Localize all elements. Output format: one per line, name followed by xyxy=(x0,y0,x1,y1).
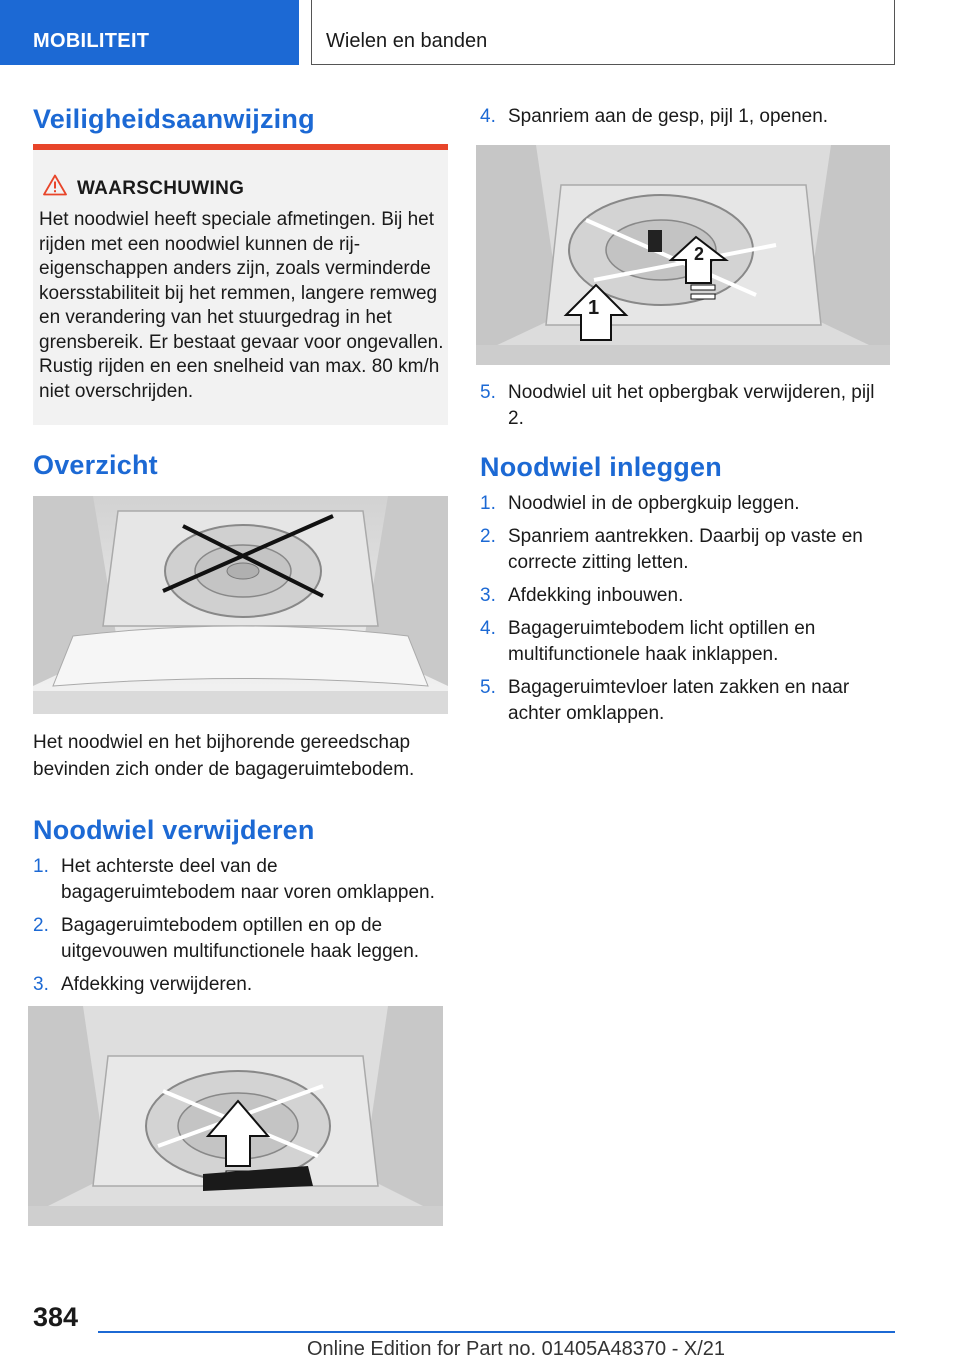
section-title: MOBILITEIT xyxy=(33,30,150,52)
warning-title: WAARSCHUWING xyxy=(77,178,245,199)
chapter-tab xyxy=(311,0,895,65)
footer-divider xyxy=(98,1331,895,1333)
list-item: 5. Bagageruimtevloer laten zakken en naar achter omklappen. xyxy=(480,677,850,724)
list-item: 5. Noodwiel uit het opbergbak verwijderen, pijl 2. xyxy=(480,382,875,429)
insert-heading: Noodwiel inleggen xyxy=(480,452,722,482)
arrow-1-label: 1 xyxy=(588,297,600,319)
warning-triangle-icon xyxy=(43,174,67,196)
list-item: 3. Afdekking verwijderen. xyxy=(33,974,253,995)
footer-edition: Online Edition for Part no. 01405A48370 - X/21 xyxy=(307,1338,726,1360)
overview-text: Het noodwiel en het bijhorende gereedschap bevinden zich onder de bagageruimtebodem. xyxy=(33,732,415,780)
page-number: 384 xyxy=(33,1302,79,1332)
list-item: 4. Spanriem aan de gesp, pijl 1, openen. xyxy=(480,106,829,127)
warning-text: Het noodwiel heeft speciale afmetingen. Bij het rijden met een noodwiel kunnen de rij-eigenschappen anders zijn, zoals verminderde koersstabiliteit bij het remmen, langere remweg en verandering van het stuurgedrag in het grensbereik. Er bestaat gevaar voor ongevallen. Rustig rijden en een snelheid van max. 80 km/h niet overschrijden. xyxy=(39,209,444,402)
overview-figure xyxy=(33,496,448,714)
section-tab xyxy=(0,0,299,65)
insert-steps-list xyxy=(480,491,895,734)
list-item: 2. Bagageruimtebodem optillen en op de uitgevouwen multifunctionele haak leggen. xyxy=(33,915,420,962)
remove-steps-list-a xyxy=(33,854,448,1005)
strap-buckle-figure xyxy=(476,145,890,365)
remove-steps-list-b1 xyxy=(480,104,895,137)
warning-box xyxy=(33,144,448,425)
list-item: 2. Spanriem aantrekken. Daarbij op vaste en correcte zitting letten. xyxy=(480,526,863,573)
chapter-title: Wielen en banden xyxy=(326,30,488,52)
list-item: 1. Het achterste deel van de bagageruimtebodem naar voren omklappen. xyxy=(33,856,435,903)
cover-removed-figure xyxy=(28,1006,443,1226)
remove-steps-list-b2 xyxy=(480,380,895,439)
safety-heading: Veiligheidsaanwijzing xyxy=(33,104,315,134)
list-item: 1. Noodwiel in de opbergkuip leggen. xyxy=(480,493,800,514)
overview-heading: Overzicht xyxy=(33,450,158,480)
remove-heading: Noodwiel verwijderen xyxy=(33,815,315,845)
list-item: 3. Afdekking inbouwen. xyxy=(480,585,684,606)
arrow-2-label: 2 xyxy=(694,244,705,264)
list-item: 4. Bagageruimtebodem licht optillen en multifunctionele haak inklappen. xyxy=(480,618,816,665)
